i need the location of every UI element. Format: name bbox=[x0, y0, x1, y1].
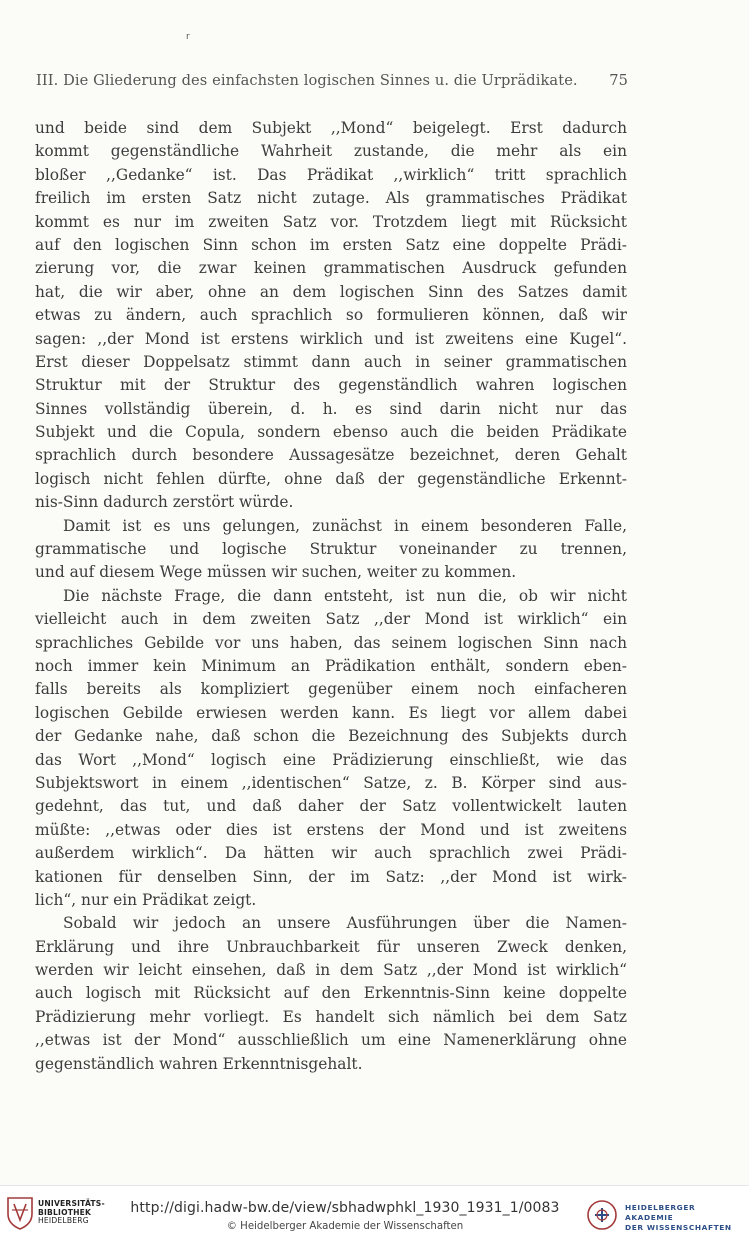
text-line: gegenständlich wahren Erkenntnisgehalt. bbox=[35, 1054, 363, 1073]
library-logo-line1: UNIVERSITÄTS- bbox=[38, 1199, 105, 1208]
text-line: Damit ist es uns gelungen, zunächst in einem besonderen Falle, bbox=[63, 516, 627, 535]
text-line: gedehnt, das tut, und daß daher der Satz vollentwickelt lauten bbox=[35, 797, 627, 816]
text-line: Erklärung und ihre Unbrauchbarkeit für unseren Zweck denken, bbox=[35, 937, 627, 956]
copyright-notice: © Heidelberger Akademie der Wissenschaften bbox=[226, 1221, 464, 1232]
text-line: und beide sind dem Subjekt ,,Mond“ beigelegt. Erst dadurch bbox=[35, 119, 627, 137]
text-line: bloßer ,,Gedanke“ ist. Das Prädikat ,,wirklich“ tritt sprachlich bbox=[35, 165, 627, 184]
text-line: logisch nicht fehlen dürfte, ohne daß der gegenständliche Erkennt- bbox=[35, 469, 627, 488]
text-line: Die nächste Frage, die dann entsteht, ist nun die, ob wir nicht bbox=[63, 586, 627, 605]
text-line: vielleicht auch in dem zweiten Satz ,,der Mond ist wirklich“ ein bbox=[35, 610, 627, 629]
academy-logo-text bbox=[625, 1203, 745, 1233]
footer-bar bbox=[0, 1185, 749, 1243]
body-text bbox=[35, 117, 627, 1076]
text-line: kationen für denselben Sinn, der im Satz: ,,der Mond ist wirk- bbox=[35, 867, 627, 886]
text-line: logischen Gebilde erwiesen werden kann. Es liegt vor allem dabei bbox=[35, 703, 627, 722]
text-line: Subjekt und die Copula, sondern ebenso auch die beiden Prädikate bbox=[35, 423, 627, 442]
text-line: sprachliches Gebilde vor uns haben, das seinem logischen Sinn nach bbox=[35, 633, 627, 652]
text-line: Prädizierung mehr vorliegt. Es handelt sich nämlich bei dem Satz bbox=[35, 1007, 627, 1026]
text-line: etwas zu ändern, auch sprachlich so formulieren können, daß wir bbox=[35, 306, 627, 325]
text-line: sprachlich durch besondere Aussagesätze bezeichnet, deren Gehalt bbox=[35, 446, 627, 465]
text-line: grammatische und logische Struktur voneinander zu trennen, bbox=[35, 540, 627, 559]
text-line: das Wort ,,Mond“ logisch eine Prädizierung einschließt, wie das bbox=[35, 750, 627, 769]
text-line: ,,etwas ist der Mond“ ausschließlich um eine Namenerklärung ohne bbox=[35, 1031, 627, 1050]
text-line: der Gedanke nahe, daß schon die Bezeichnung des Subjekts durch bbox=[35, 727, 627, 746]
text-line: Struktur mit der Struktur des gegenständlich wahren logischen bbox=[35, 376, 627, 395]
university-library-logo[interactable] bbox=[6, 1196, 126, 1232]
academy-emblem-icon bbox=[585, 1198, 619, 1232]
text-line: auf den logischen Sinn schon im ersten Satz eine doppelte Prädi- bbox=[35, 235, 627, 254]
text-line: kommt es nur im zweiten Satz vor. Trotzdem liegt mit Rücksicht bbox=[35, 212, 627, 231]
text-line: und auf diesem Wege müssen wir suchen, weiter zu kommen. bbox=[35, 563, 517, 582]
page-number: 75 bbox=[609, 72, 628, 89]
text-line: Sinnes vollständig überein, d. h. es sind darin nicht nur das bbox=[35, 399, 627, 418]
text-line: lich“, nur ein Prädikat zeigt. bbox=[35, 890, 257, 909]
permalink-url[interactable]: http://digi.hadw-bw.de/view/sbhadwphkl_1930_1931_1/0083 bbox=[130, 1200, 560, 1216]
text-line: noch immer kein Minimum an Prädikation enthält, sondern eben- bbox=[35, 656, 627, 675]
text-line: müßte: ,,etwas oder dies ist erstens der Mond und ist zweitens bbox=[35, 820, 627, 839]
footer-center bbox=[130, 1198, 560, 1236]
library-crest-icon bbox=[6, 1196, 34, 1230]
text-line: sagen: ,,der Mond ist erstens wirklich und ist zweitens eine Kugel“. bbox=[35, 329, 627, 348]
text-line: freilich im ersten Satz nicht zutage. Als grammatisches Prädikat bbox=[35, 189, 627, 208]
academy-logo-line2: DER WISSENSCHAFTEN bbox=[625, 1223, 732, 1232]
text-line: Subjektswort in einem ,,identischen“ Satze, z. B. Körper sind aus- bbox=[35, 773, 627, 792]
text-line: werden wir leicht einsehen, daß in dem Satz ,,der Mond ist wirklich“ bbox=[35, 961, 627, 980]
text-line: Sobald wir jedoch an unsere Ausführungen über die Namen- bbox=[63, 914, 627, 933]
text-line: nis-Sinn dadurch zerstört würde. bbox=[35, 493, 294, 512]
academy-logo-line1: HEIDELBERGER AKADEMIE bbox=[625, 1203, 696, 1222]
text-line: hat, die wir aber, ohne an dem logischen Sinn des Satzes damit bbox=[35, 282, 627, 301]
academy-logo[interactable] bbox=[585, 1198, 745, 1230]
library-logo-text bbox=[38, 1200, 105, 1226]
running-title: III. Die Gliederung des einfachsten logischen Sinnes u. die Urprädikate. bbox=[36, 72, 578, 89]
text-line: außerdem wirklich“. Da hätten wir auch sprachlich zwei Prädi- bbox=[35, 844, 627, 863]
library-logo-line2: BIBLIOTHEK bbox=[38, 1207, 92, 1217]
text-line: zierung vor, die zwar keinen grammatischen Ausdruck gefunden bbox=[35, 259, 627, 278]
running-head bbox=[36, 72, 628, 96]
text-line: auch logisch mit Rücksicht auf den Erkenntnis-Sinn keine doppelte bbox=[35, 984, 627, 1003]
text-line: kommt gegenständliche Wahrheit zustande, die mehr als ein bbox=[35, 142, 627, 161]
page-speck: r bbox=[186, 32, 190, 42]
text-line: falls bereits als kompliziert gegenüber einem noch einfacheren bbox=[35, 680, 627, 699]
library-logo-line3: HEIDELBERG bbox=[38, 1216, 89, 1226]
text-line: Erst dieser Doppelsatz stimmt dann auch in seiner grammatischen bbox=[35, 352, 627, 371]
